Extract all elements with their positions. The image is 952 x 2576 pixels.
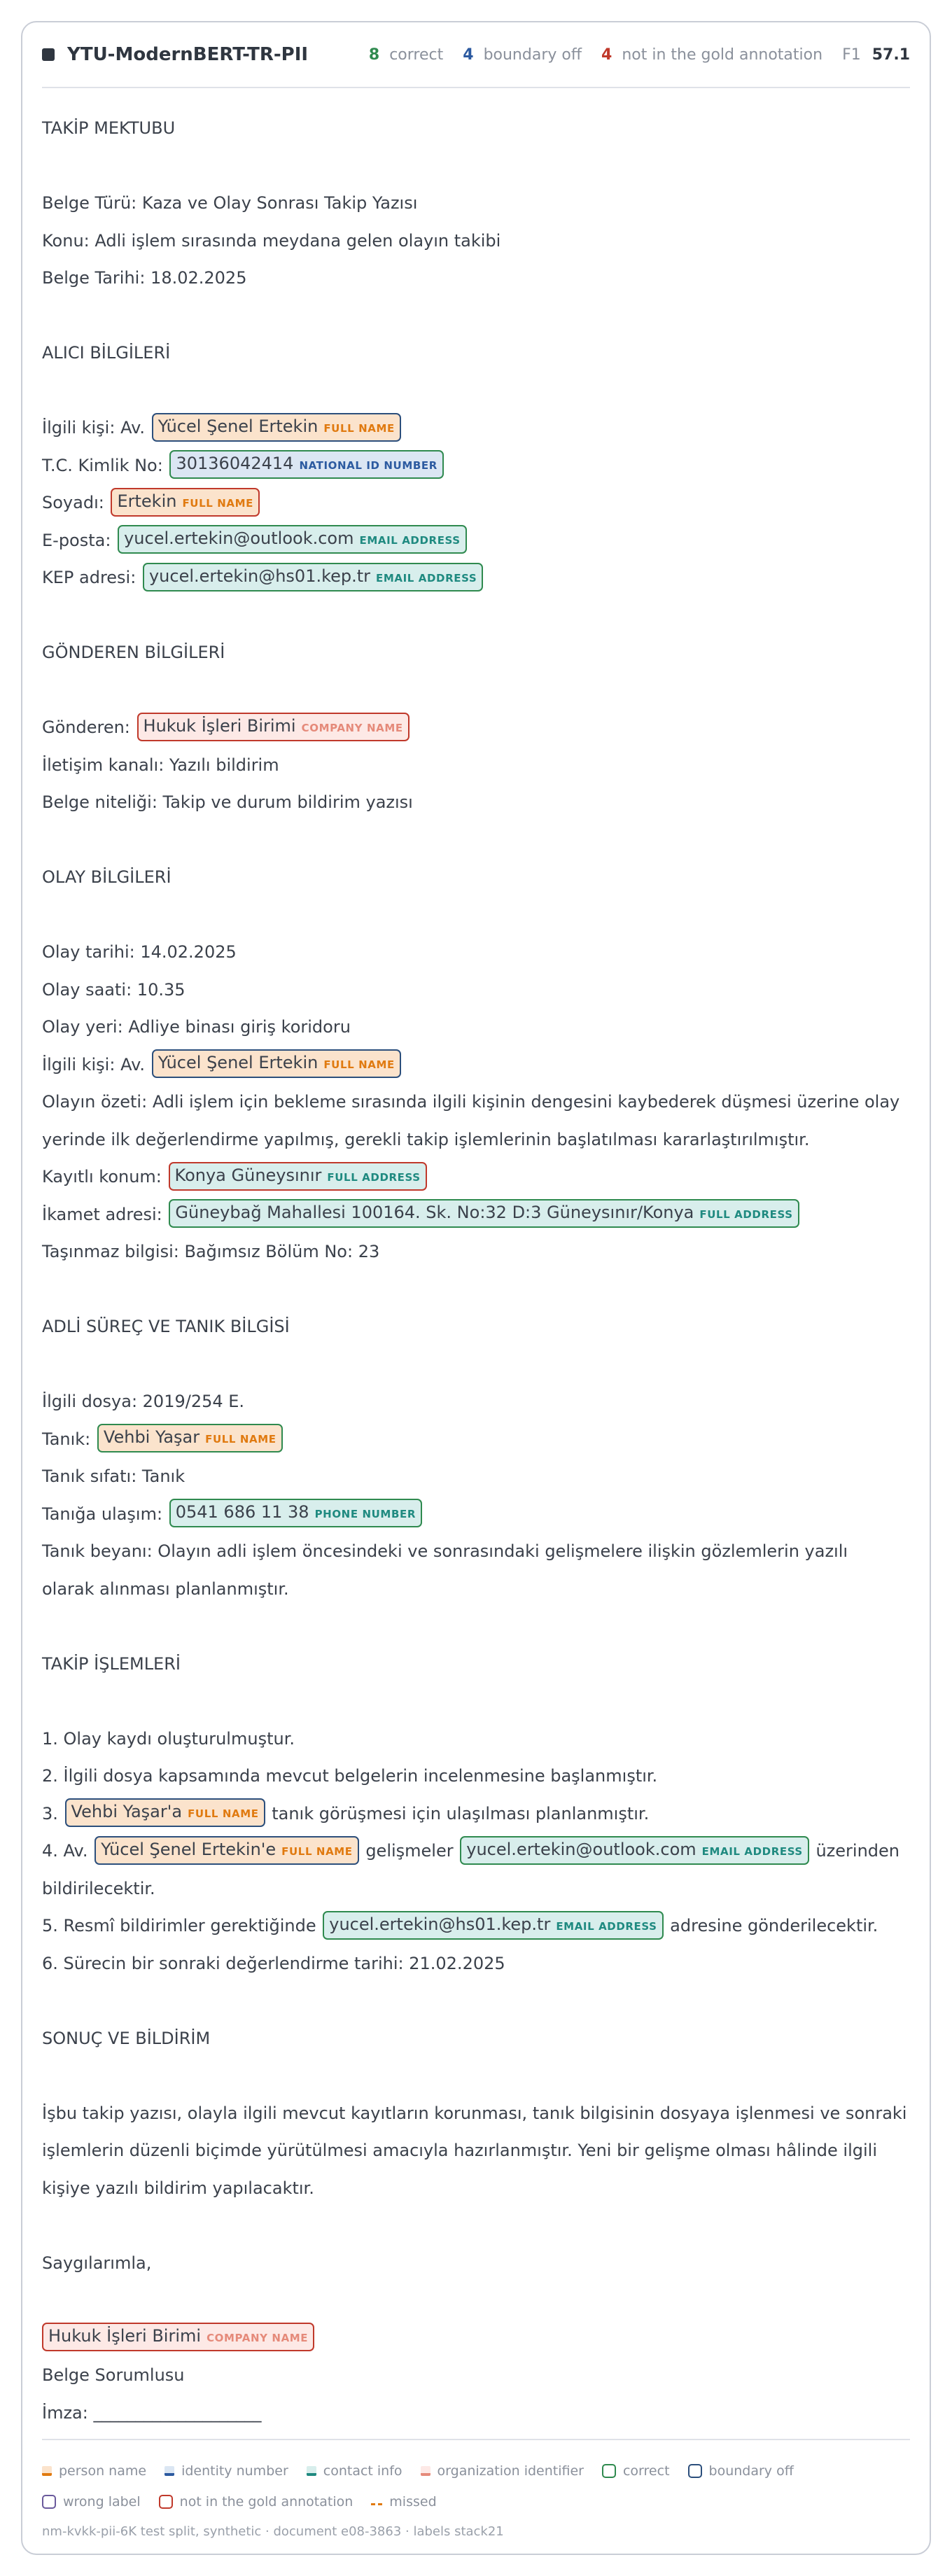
entity-tag: FULL NAME: [188, 1807, 259, 1820]
correct-box-icon: [602, 2464, 616, 2478]
entity-span[interactable]: [137, 713, 410, 741]
entity-tag: COMPANY NAME: [206, 2332, 309, 2344]
section-heading: ALICI BİLGİLERİ: [42, 343, 171, 363]
doc-line: [42, 1158, 910, 1196]
blank-line: [42, 1982, 910, 2020]
entity-text: Hukuk İşleri Birimi: [48, 2326, 202, 2346]
boundary-label: boundary off: [483, 46, 582, 64]
entity-text: Konya Güneysınır: [174, 1165, 322, 1185]
doc-line: İşbu takip yazısı, olayla ilgili mevcut kayıtların korunması, tanık bilgisinin dosyaya işlenmesi ve sonraki: [42, 2103, 907, 2123]
not-gold-box-icon: [159, 2495, 173, 2509]
entity-tag: FULL NAME: [281, 1844, 353, 1858]
doc-line: İletişim kanalı: Yazılı bildirim: [42, 755, 279, 775]
section-heading: OLAY BİLGİLERİ: [42, 867, 172, 887]
doc-line: Konu: Adli işlem sırasında meydana gelen olayın takibi: [42, 230, 501, 251]
entity-tag: COMPANY NAME: [301, 721, 403, 734]
model-name: YTU-ModernBERT-TR-PII: [67, 44, 309, 65]
doc-line: 2. İlgili dosya kapsamında mevcut belgelerin incelenmesine başlanmıştır.: [42, 1766, 658, 1786]
doc-line: Olay yeri: Adliye binası giriş koridoru: [42, 1017, 351, 1037]
legend-item: [159, 2494, 354, 2510]
entity-text: yucel.ertekin@outlook.com: [466, 1839, 696, 1859]
entity-text: Ertekin: [117, 491, 177, 511]
blank-line: [42, 372, 910, 410]
blank-line: [42, 1683, 910, 1721]
blank-line: [42, 597, 910, 635]
line-text: KEP adresi:: [42, 568, 136, 587]
doc-line: [42, 1046, 910, 1084]
entity-tag: EMAIL ADDRESS: [556, 1919, 657, 1933]
doc-line: [42, 410, 910, 447]
doc-line: [42, 447, 910, 485]
entity-text: yucel.ertekin@hs01.kep.tr: [329, 1914, 551, 1934]
blank-line: [42, 1608, 910, 1646]
entity-tag: EMAIL ADDRESS: [359, 534, 461, 547]
legend-item: [688, 2463, 794, 2479]
entity-span[interactable]: [118, 525, 467, 554]
entity-span[interactable]: [42, 2323, 314, 2351]
entity-text: Yücel Şenel Ertekin'e: [101, 1839, 276, 1859]
entity-text: Güneybağ Mahallesi 100164. Sk. No:32 D:3 Güneysınır/Konya: [175, 1203, 694, 1222]
doc-line: [42, 1795, 910, 1833]
person-swatch-icon: [42, 2466, 52, 2476]
entity-span[interactable]: [65, 1798, 265, 1827]
entity-tag: NATIONAL ID NUMBER: [299, 459, 438, 472]
line-text: 5. Resmî bildirimler gerektiğinde: [42, 1916, 316, 1935]
doc-line: Olay saati: 10.35: [42, 979, 186, 1000]
doc-line: [42, 1833, 910, 1870]
doc-line: İmza: ____________________: [42, 2402, 262, 2423]
entity-tag: FULL NAME: [323, 421, 395, 435]
entity-tag: EMAIL ADDRESS: [376, 571, 477, 584]
doc-line: [42, 2320, 910, 2358]
notgold-label: not in the gold annotation: [622, 46, 823, 64]
blank-line: [42, 298, 910, 335]
line-text: tanık görüşmesi için ulaşılması planlanmıştır.: [272, 1803, 650, 1823]
boundary-box-icon: [688, 2464, 702, 2478]
boundary-count: 4: [463, 46, 474, 64]
entity-span[interactable]: [169, 1199, 799, 1228]
entity-span[interactable]: [143, 563, 483, 592]
entity-tag: FULL NAME: [182, 496, 253, 510]
legend-label: wrong label: [63, 2494, 141, 2510]
doc-line: [42, 1421, 910, 1459]
doc-line: yerinde ilk değerlendirme yapılmış, gerekli takip işlemlerinin başlatılması kararlaştırılmıştır.: [42, 1129, 810, 1149]
legend-item: [42, 2494, 141, 2510]
entity-text: Vehbi Yaşar: [103, 1427, 200, 1447]
entity-span[interactable]: [94, 1836, 359, 1865]
score-summary: [369, 46, 910, 64]
doc-line: [42, 1196, 910, 1234]
legend-item: [602, 2463, 670, 2479]
doc-line: [42, 1496, 910, 1534]
missed-dash-icon: [371, 2499, 382, 2505]
blank-line: [42, 2057, 910, 2095]
notgold-count: 4: [601, 46, 612, 64]
section-heading: GÖNDEREN BİLGİLERİ: [42, 643, 225, 662]
blank-line: [42, 2207, 910, 2245]
legend-item: [307, 2463, 402, 2479]
wrong-label-box-icon: [42, 2495, 56, 2509]
doc-line: [42, 522, 910, 560]
legend-label: boundary off: [708, 2463, 794, 2479]
f1-label: F1: [842, 46, 861, 64]
line-text: E-posta:: [42, 530, 111, 550]
line-text: İlgili kişi: Av.: [42, 418, 146, 438]
line-text: Kayıtlı konum:: [42, 1167, 162, 1186]
entity-text: 30136042414: [176, 454, 294, 473]
line-text: Tanık:: [42, 1429, 91, 1449]
doc-line: Olayın özeti: Adli işlem için bekleme sırasında ilgili kişinin dengesini kaybederek düşmesi üzerine olay: [42, 1092, 900, 1112]
line-text: Tanığa ulaşım:: [42, 1504, 163, 1524]
entity-text: Yücel Şenel Ertekin: [158, 416, 318, 436]
legend-label: missed: [389, 2494, 437, 2510]
card-header: [42, 22, 910, 88]
line-text: 3.: [42, 1803, 58, 1823]
doc-line: olarak alınması planlanmıştır.: [42, 1578, 289, 1599]
entity-text: Vehbi Yaşar'a: [71, 1802, 183, 1821]
entity-tag: FULL ADDRESS: [327, 1170, 421, 1184]
doc-line: [42, 1907, 910, 1945]
entity-tag: PHONE NUMBER: [314, 1508, 416, 1520]
blank-line: [42, 2282, 910, 2320]
entity-tag: FULL NAME: [323, 1058, 395, 1071]
blank-line: [42, 897, 910, 934]
doc-title: TAKİP MEKTUBU: [42, 118, 176, 138]
legend-item: [164, 2463, 288, 2479]
doc-line: Belge Tarihi: 18.02.2025: [42, 268, 247, 288]
doc-line: işlemlerin düzenli biçimde yürütülmesi amacıyla hazırlanmıştır. Yeni bir gelişme olması hâlinde ilgili: [42, 2141, 877, 2160]
section-heading: SONUÇ VE BİLDİRİM: [42, 2028, 211, 2048]
blank-line: [42, 1346, 910, 1384]
entity-span[interactable]: [152, 413, 401, 442]
entity-text: yucel.ertekin@outlook.com: [124, 528, 354, 548]
correct-count: 8: [368, 46, 380, 64]
doc-line: Belge Sorumlusu: [42, 2365, 185, 2385]
doc-line: [42, 559, 910, 597]
line-text: gelişmeler: [365, 1841, 454, 1861]
entity-text: Yücel Şenel Ertekin: [158, 1053, 318, 1072]
doc-line: kişiye yazılı bildirim yapılacaktır.: [42, 2178, 314, 2198]
doc-line: [42, 709, 910, 747]
legend-label: identity number: [181, 2463, 288, 2479]
line-text: 4. Av.: [42, 1841, 88, 1861]
correct-label: correct: [389, 46, 444, 64]
doc-line: Taşınmaz bilgisi: Bağımsız Bölüm No: 23: [42, 1242, 380, 1261]
entity-text: 0541 686 11 38: [175, 1502, 309, 1522]
doc-line: Olay tarihi: 14.02.2025: [42, 942, 237, 962]
blank-line: [42, 822, 910, 860]
entity-tag: FULL ADDRESS: [699, 1208, 793, 1221]
doc-line: İlgili dosya: 2019/254 E.: [42, 1392, 245, 1411]
line-text: İkamet adresi:: [42, 1204, 162, 1224]
legend-item: [371, 2494, 436, 2510]
line-text: T.C. Kimlik No:: [42, 455, 163, 475]
organization-swatch-icon: [421, 2466, 430, 2476]
legend-row: [42, 2456, 910, 2486]
entity-span[interactable]: [97, 1424, 283, 1452]
footer-note: nm-kvkk-pii-6K test split, synthetic · document e08-3863 · labels stack21: [42, 2524, 504, 2539]
line-text: İlgili kişi: Av.: [42, 1054, 146, 1074]
annotation-card: [21, 21, 931, 2555]
line-text: adresine gönderilecektir.: [670, 1916, 878, 1935]
entity-span[interactable]: [460, 1836, 809, 1865]
blank-line: [42, 672, 910, 710]
model-square-icon: [42, 48, 55, 61]
section-heading: ADLİ SÜREÇ VE TANIK BİLGİSİ: [42, 1317, 290, 1336]
contact-swatch-icon: [307, 2466, 316, 2476]
legend-item: [421, 2463, 584, 2479]
line-text: üzerinden: [816, 1841, 899, 1861]
doc-line: [42, 484, 910, 522]
entity-span[interactable]: [323, 1911, 663, 1940]
entity-span[interactable]: [169, 1499, 422, 1527]
doc-line: 6. Sürecin bir sonraki değerlendirme tarihi: 21.02.2025: [42, 1953, 505, 1973]
legend: [42, 2439, 910, 2539]
line-text: Gönderen:: [42, 718, 130, 737]
legend-row: [42, 2486, 910, 2517]
legend-label: organization identifier: [437, 2463, 584, 2479]
section-heading: TAKİP İŞLEMLERİ: [42, 1653, 181, 1674]
entity-tag: EMAIL ADDRESS: [701, 1844, 803, 1858]
entity-text: Hukuk İşleri Birimi: [143, 715, 296, 736]
entity-text: yucel.ertekin@hs01.kep.tr: [148, 566, 371, 586]
blank-line: [42, 1271, 910, 1309]
doc-line: Belge Türü: Kaza ve Olay Sonrası Takip Yazısı: [42, 193, 418, 213]
entity-tag: FULL NAME: [205, 1433, 276, 1446]
entity-span[interactable]: [169, 1162, 427, 1191]
doc-line: Tanık sıfatı: Tanık: [42, 1466, 186, 1486]
document-body: [42, 110, 910, 2432]
doc-line: bildirilecektir.: [42, 1878, 155, 1898]
doc-line: Tanık beyanı: Olayın adli işlem öncesindeki ve sonrasındaki gelişmelere ilişkin gözlemlerin yazılı: [42, 1541, 848, 1561]
blank-line: [42, 148, 910, 186]
legend-label: person name: [59, 2463, 147, 2479]
legend-label: correct: [622, 2463, 670, 2479]
doc-line: Saygılarımla,: [42, 2253, 152, 2273]
legend-label: not in the gold annotation: [179, 2494, 354, 2510]
legend-item: [42, 2463, 146, 2479]
line-text: Soyadı:: [42, 493, 104, 512]
legend-label: contact info: [323, 2463, 402, 2479]
doc-line: 1. Olay kaydı oluşturulmuştur.: [42, 1728, 295, 1749]
f1-value: 57.1: [872, 46, 910, 64]
doc-line: Belge niteliği: Takip ve durum bildirim yazısı: [42, 792, 413, 812]
identity-swatch-icon: [164, 2466, 174, 2476]
entity-span[interactable]: [111, 488, 260, 517]
entity-span[interactable]: [169, 450, 443, 479]
entity-span[interactable]: [152, 1049, 401, 1078]
